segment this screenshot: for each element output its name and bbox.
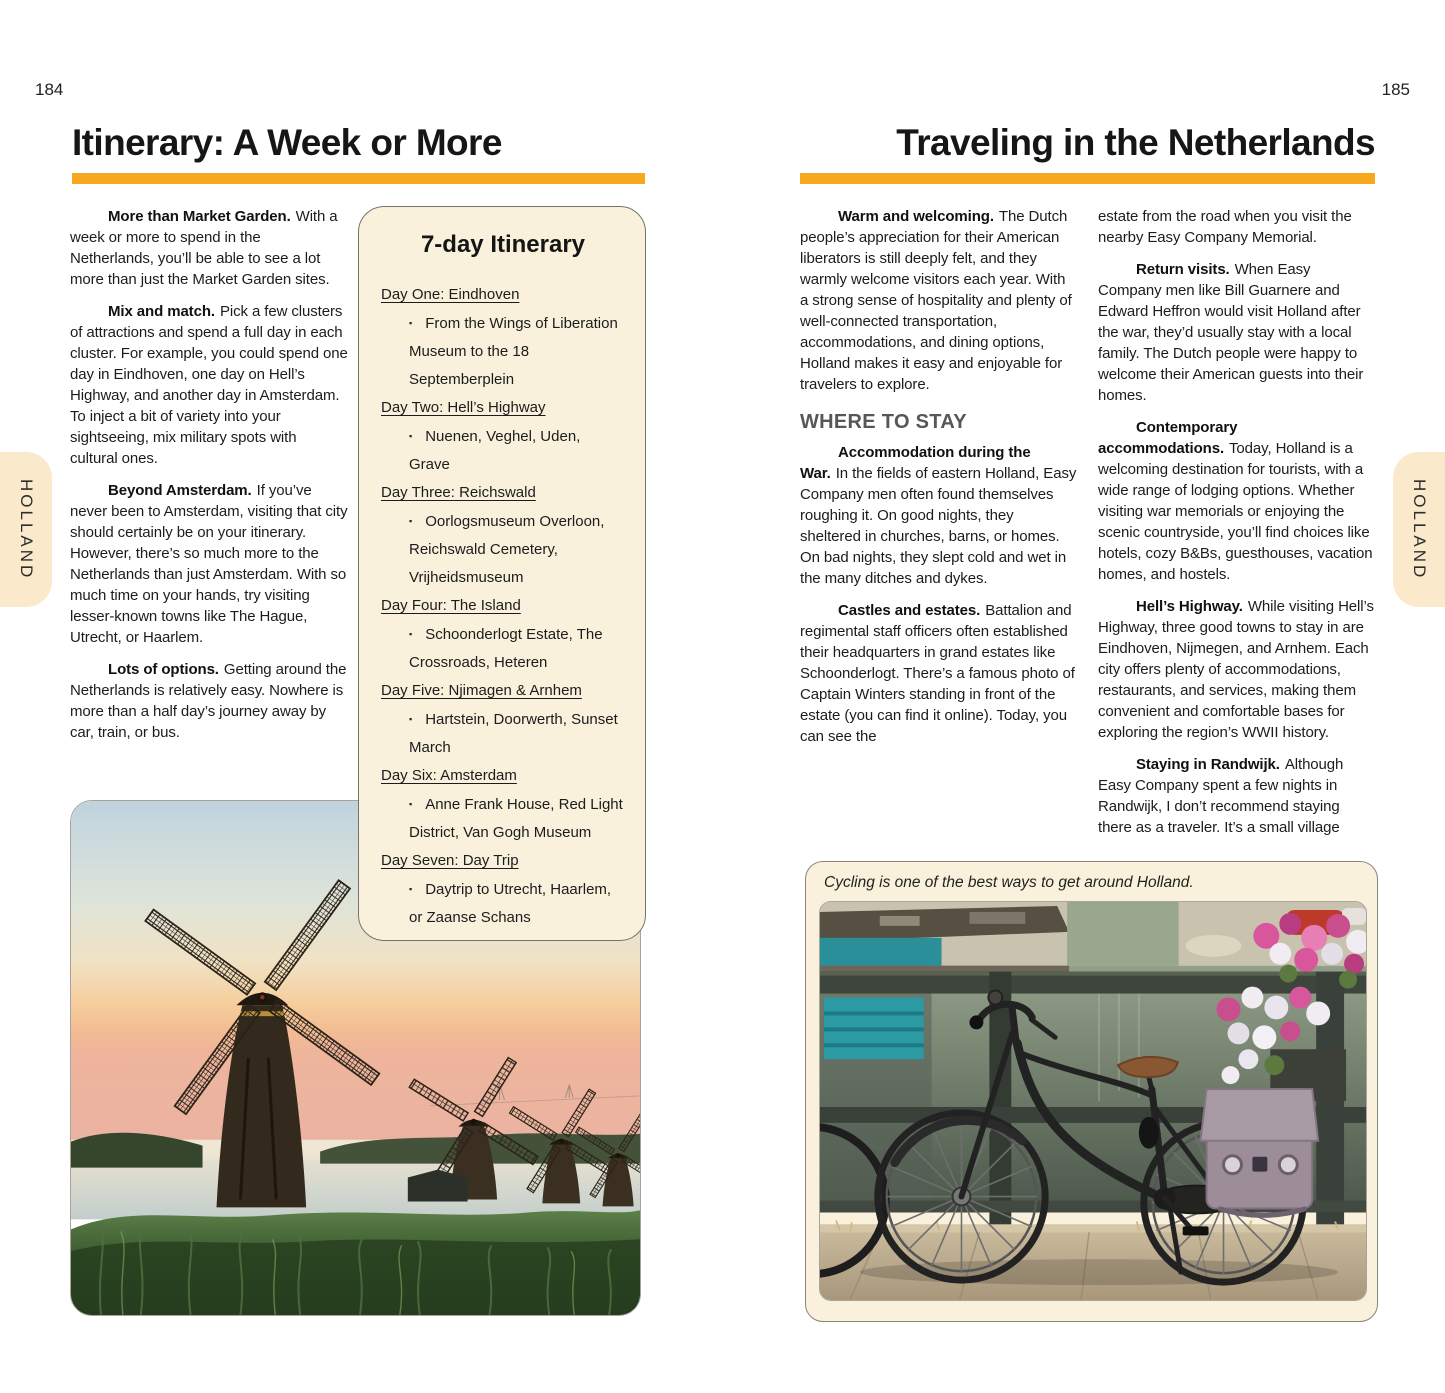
paragraph-text: In the fields of eastern Holland, Easy Company men often found themselves roughing it. On good nights, they sheltered in churches, barns, or homes. On bad nights, they slept cold and wet in the many ditches and dykes. — [800, 465, 1077, 587]
day-bullet — [381, 507, 625, 592]
paragraph-text: With a week or more to spend in the Netherlands, you’ll be able to see a lot more than just the Market Garden sites. — [70, 208, 338, 288]
day-heading: Day Four: The Island — [381, 597, 521, 614]
day-heading: Day One: Eindhoven — [381, 286, 520, 303]
paragraph-text: While visiting Hell’s Highway, three good towns to stay in are Eindhoven, Nijmegen, and Arnhem. Each city offers plenty of accommodations, restaurants, and services, making them convenient and comfortable bases for exploring the region’s WWII history. — [1098, 598, 1374, 741]
holland-tab-label: HOLLAND — [1410, 478, 1429, 581]
paragraph-lead: Hell’s Highway. — [1136, 598, 1243, 615]
itinerary-day — [381, 394, 625, 479]
paragraph — [1098, 754, 1375, 838]
right-title-rule — [800, 173, 1375, 184]
paragraph-text: Battalion and regimental staff officers often established their headquarters in grand estates like Schoonderlogt. There’s a famous photo of Captain Winters standing in front of the estate (you can find it online). Today, you can see the — [800, 602, 1075, 745]
itinerary-day — [381, 479, 625, 592]
paragraph — [70, 659, 348, 743]
day-bullet-text: Nuenen, Veghel, Uden, Grave — [409, 428, 581, 473]
paragraph-lead: More than Market Garden. — [108, 208, 291, 225]
bullet-icon: ▪ — [409, 318, 413, 328]
photo-caption-box — [805, 861, 1378, 1322]
paragraph — [1098, 417, 1375, 585]
day-heading: Day Seven: Day Trip — [381, 852, 519, 869]
paragraph — [800, 442, 1077, 589]
itinerary-day — [381, 281, 625, 394]
left-body-column — [70, 206, 348, 792]
left-page-title: Itinerary: A Week or More — [72, 122, 502, 163]
day-bullet — [381, 790, 625, 847]
paragraph-text: Although Easy Company spent a few nights in Randwijk, I don’t recommend staying there as a traveler. It’s a small village — [1098, 756, 1344, 836]
bicycle-illustration — [820, 902, 1366, 1300]
paragraph-lead: Lots of options. — [108, 661, 219, 678]
holland-tab-right — [1393, 452, 1445, 607]
left-title-rule — [72, 173, 645, 184]
day-heading: Day Two: Hell’s Highway — [381, 399, 546, 416]
paragraph — [1098, 206, 1375, 248]
day-heading: Day Five: Njimagen & Arnhem — [381, 682, 582, 699]
day-bullet-text: Hartstein, Doorwerth, Sunset March — [409, 711, 618, 756]
paragraph-text: Today, Holland is a welcoming destination for tourists, with a wide range of lodging options. Whether visiting war memorials or enjoying the scenic countryside, you’ll find choices like hotels, cozy B&Bs, guesthouses, vacation homes, and hostels. — [1098, 440, 1373, 583]
paragraph-text: estate from the road when you visit the nearby Easy Company Memorial. — [1098, 208, 1352, 246]
bullet-icon: ▪ — [409, 884, 413, 894]
paragraph — [800, 206, 1077, 395]
paragraph — [70, 206, 348, 290]
bullet-icon: ▪ — [409, 516, 413, 526]
paragraph-text: Getting around the Netherlands is relatively easy. Nowhere is more than a half day’s journey away by car, train, or bus. — [70, 661, 347, 741]
itinerary-day — [381, 762, 625, 847]
itinerary-day — [381, 677, 625, 762]
right-body-column-2 — [1098, 206, 1375, 856]
right-body-column-1 — [800, 206, 1077, 856]
itinerary-day — [381, 592, 625, 677]
right-page-title: Traveling in the Netherlands — [896, 122, 1375, 163]
bullet-icon: ▪ — [409, 431, 413, 441]
day-heading: Day Three: Reichswald — [381, 484, 536, 501]
paragraph-text: Pick a few clusters of attractions and spend a full day in each cluster. For example, you could spend one day in Eindhoven, one day on Hell’s Highway, and another day in Amsterdam. To inject a bit of variety into your sightseeing, mix military spots with cultural ones. — [70, 303, 348, 467]
day-bullet — [381, 309, 625, 394]
paragraph-text: When Easy Company men like Bill Guarnere and Edward Heffron would visit Holland after the war, they’d usually stay with a local family. The Dutch people were happy to welcome their American guests into their homes. — [1098, 261, 1364, 404]
bullet-icon: ▪ — [409, 714, 413, 724]
paragraph — [70, 301, 348, 469]
paragraph-lead: Staying in Randwijk. — [1136, 756, 1280, 773]
day-bullet — [381, 875, 625, 932]
paragraph-lead: Contemporary accommodations. — [1098, 419, 1238, 457]
day-bullet-text: Schoonderlogt Estate, The Crossroads, Heteren — [409, 626, 603, 671]
paragraph — [1098, 596, 1375, 743]
day-bullet — [381, 422, 625, 479]
day-heading: Day Six: Amsterdam — [381, 767, 517, 784]
photo-caption: Cycling is one of the best ways to get around Holland. — [824, 874, 1194, 891]
paragraph-lead: Warm and welcoming. — [838, 208, 994, 225]
paragraph — [70, 480, 348, 648]
paragraph — [800, 600, 1077, 747]
paragraph-lead: Castles and estates. — [838, 602, 981, 619]
where-to-stay-heading: WHERE TO STAY — [800, 411, 967, 433]
paragraph-lead: Beyond Amsterdam. — [108, 482, 252, 499]
page-number-right: 185 — [1381, 80, 1410, 99]
day-bullet-text: From the Wings of Liberation Museum to the 18 Septemberplein — [409, 315, 618, 388]
day-bullet-text: Daytrip to Utrecht, Haarlem, or Zaanse Schans — [409, 881, 612, 926]
holland-tab-left — [0, 452, 52, 607]
paragraph-lead: Mix and match. — [108, 303, 215, 320]
day-bullet-text: Oorlogsmuseum Overloon, Reichswald Cemetery, Vrijheidsmuseum — [409, 513, 605, 586]
day-bullet — [381, 705, 625, 762]
itinerary-day — [381, 847, 625, 932]
bullet-icon: ▪ — [409, 629, 413, 639]
page-number-left: 184 — [35, 80, 64, 99]
holland-tab-label: HOLLAND — [17, 478, 36, 581]
day-bullet-text: Anne Frank House, Red Light District, Van Gogh Museum — [409, 796, 623, 841]
paragraph-text: The Dutch people’s appreciation for their American liberators is still deeply felt, and they warmly welcome visitors each year. With a strong sense of hospitality and plenty of well-connected transportation, accommodations, and dining options, Holland makes it easy and enjoyable for travelers to explore. — [800, 208, 1072, 393]
paragraph-lead: Accommodation during the War. — [800, 444, 1031, 482]
seven-day-itinerary-box — [358, 206, 646, 941]
paragraph — [1098, 259, 1375, 406]
day-bullet — [381, 620, 625, 677]
paragraph-text: If you’ve never been to Amsterdam, visiting that city should certainly be on your itinerary. However, there’s so much more to the Netherlands than just Amsterdam. With so much time on your hands, try visiting lesser-known towns like The Hague, Utrecht, or Haarlem. — [70, 482, 348, 646]
itinerary-box-title: 7-day Itinerary — [420, 231, 586, 258]
paragraph-lead: Return visits. — [1136, 261, 1230, 278]
bullet-icon: ▪ — [409, 799, 413, 809]
bicycle-canal-photo — [819, 901, 1367, 1301]
